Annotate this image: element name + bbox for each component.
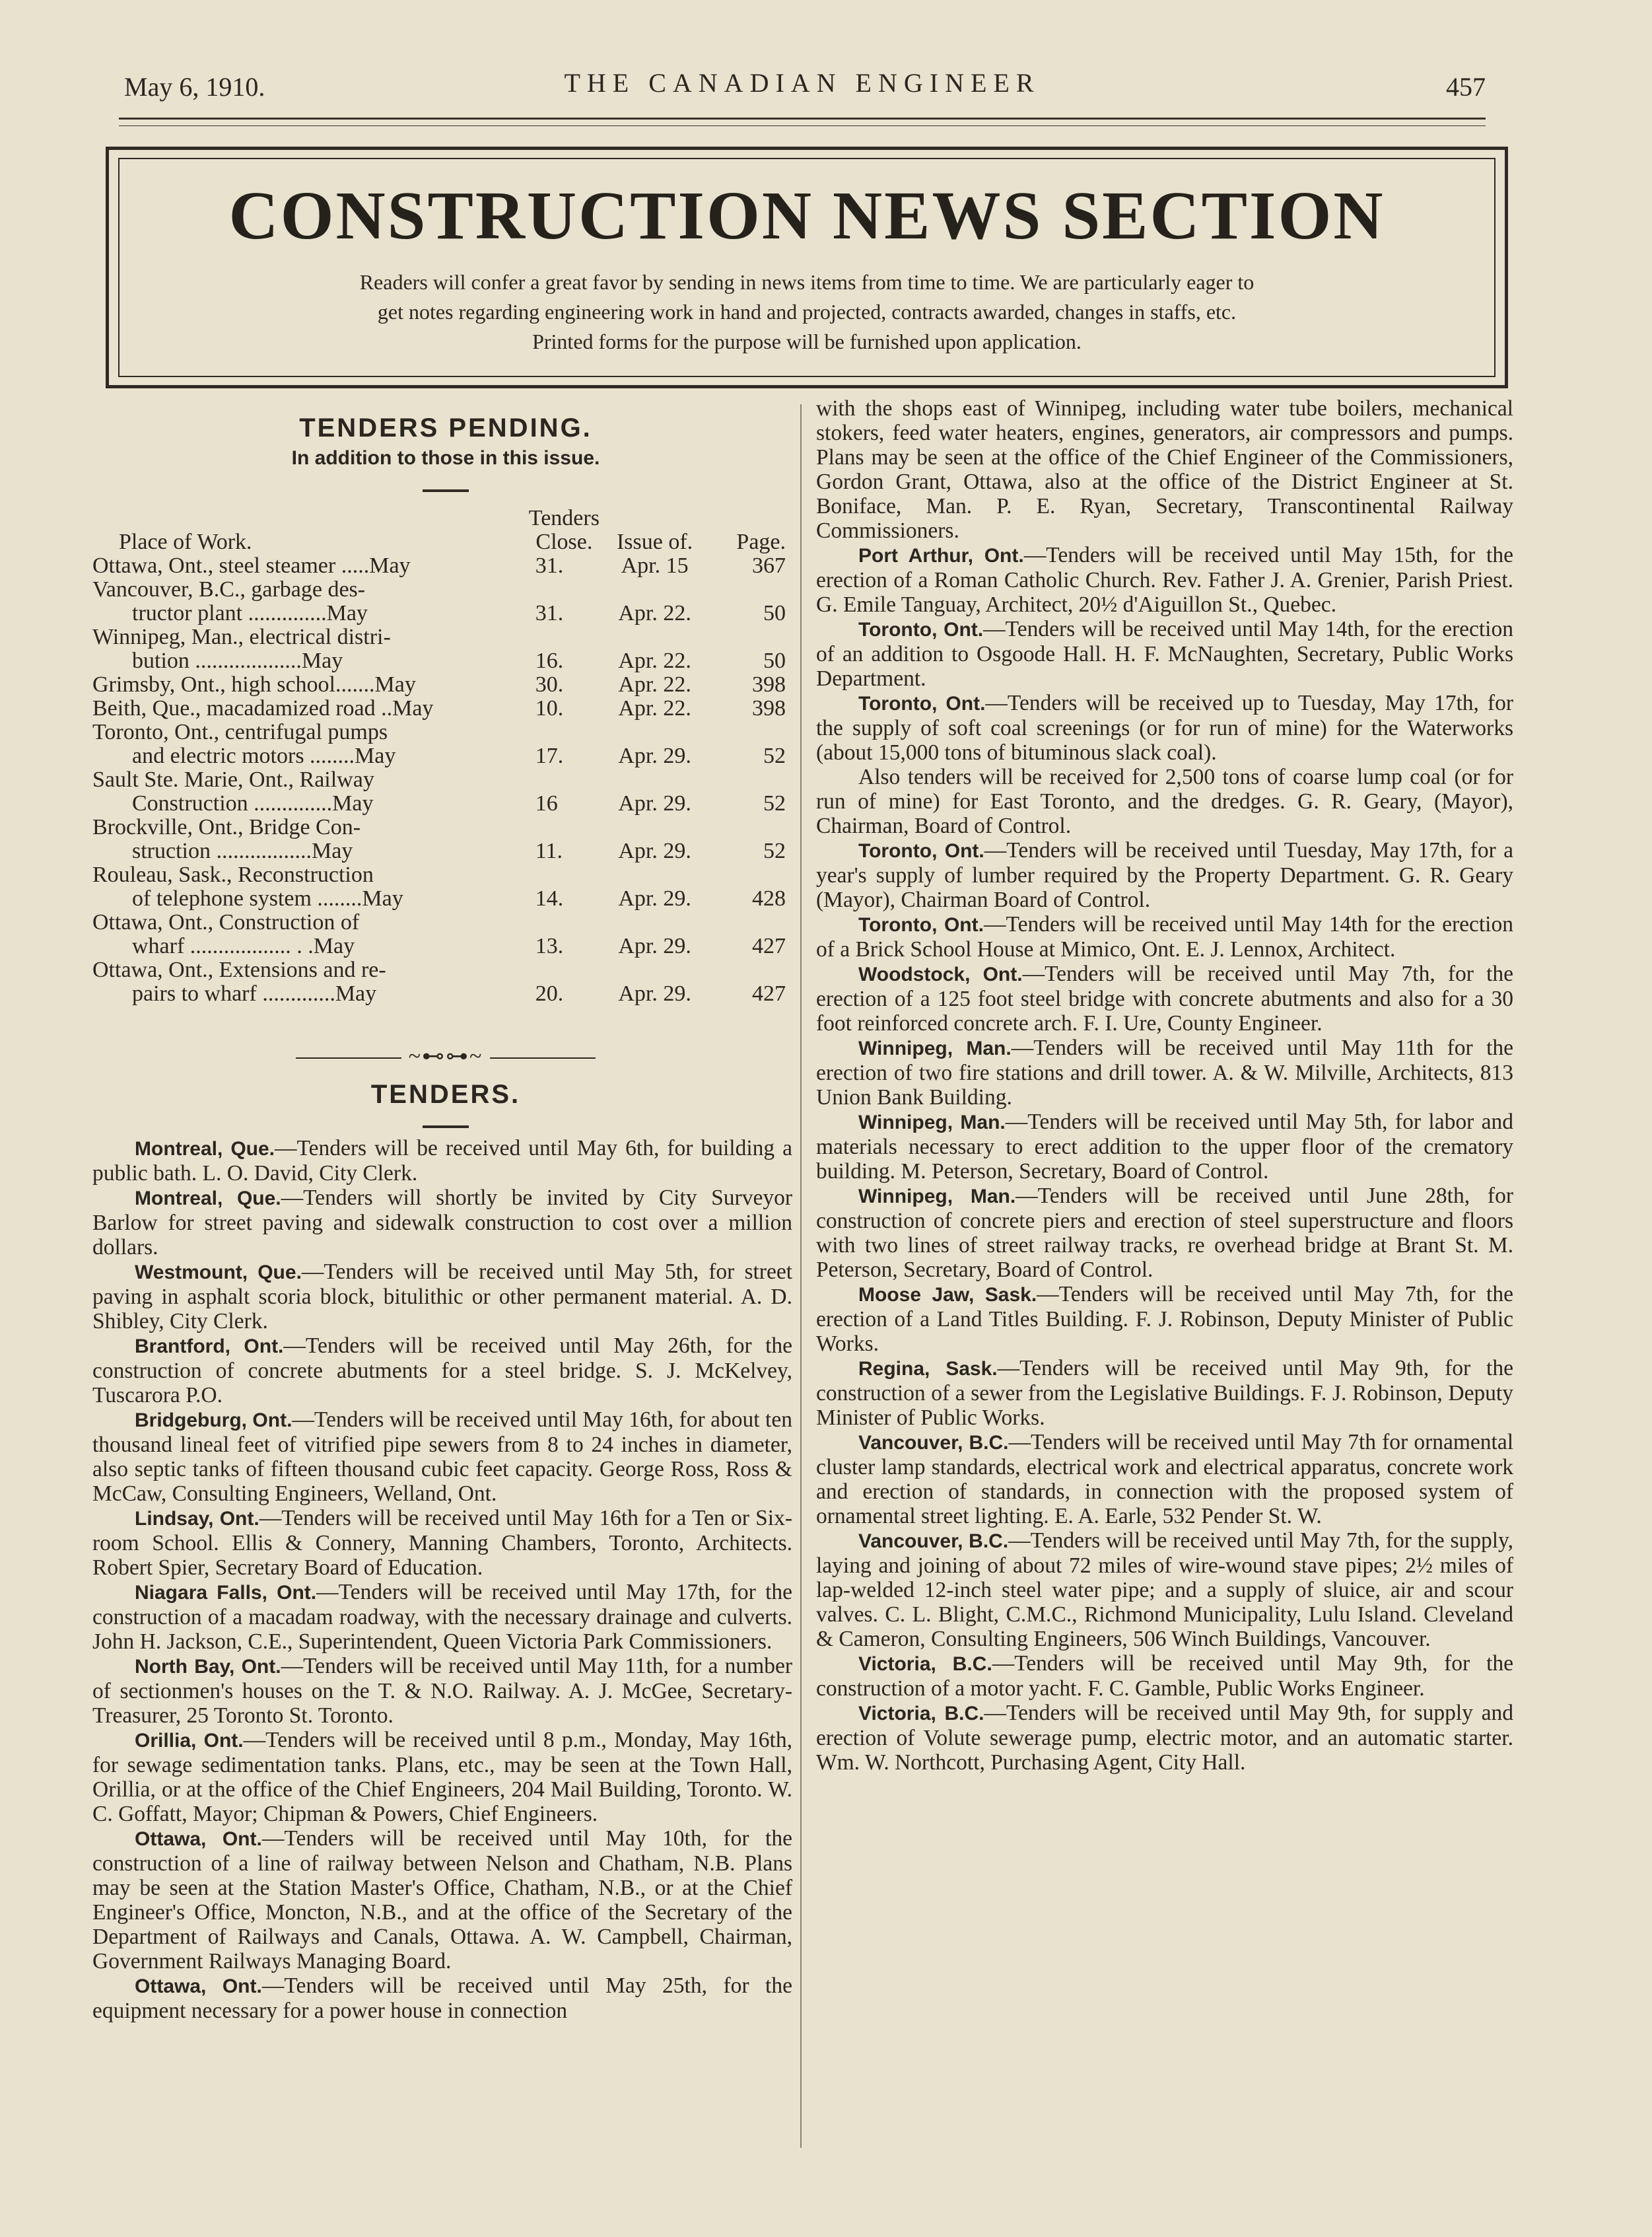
col-place-label: Place of Work. — [119, 530, 252, 554]
tender-item — [92, 1826, 792, 1973]
pending-close-day: 11. — [535, 839, 563, 863]
tender-text: —Tenders will be received until June 28th, for construction of concrete piers and erection of steel superstructure and floors with two lines of street railway tracks, re overhead bridge at Brant St. M. Peterson, Secretary, Board of Control. — [816, 1184, 1513, 1282]
tender-text: —Tenders will be received until May 26th, for the construction of concrete abutments for a steel bridge. S. J. McKelvey, Tuscarora P.O. — [92, 1333, 792, 1407]
tender-text: —Tenders will be received until May 11th, for a number of sectionmen's houses on the T. & N.O. Railway. A. J. McGee, Secretary-Treasurer, 25 Toronto St. Toronto. — [92, 1654, 793, 1728]
pending-issue: Apr. 15 — [621, 553, 689, 578]
pending-page: 52 — [763, 791, 786, 816]
tender-text: —Tenders will be received until May 15th, for the erection of a Roman Catholic Church. Rev. Father J. A. Grenier, Parish Priest. G. Emile Tanguay, Architect, 20½ d'Aiguillon St., Quebec. — [816, 543, 1513, 617]
tenders-pending-subheading: In addition to those in this issue. — [291, 447, 600, 469]
tender-place: Montreal, Que. — [135, 1138, 275, 1160]
pending-place-line: pairs to wharf .............May — [132, 981, 377, 1006]
pending-issue: Apr. 29. — [618, 934, 691, 958]
tender-text: —Tenders will be received until May 16th for a Ten or Six-room School. Ellis & Connery, Manning Chambers, Toronto, Architects. Robert Spier, Secretary Board of Education. — [92, 1506, 792, 1580]
tender-text: —Tenders will be received up to Tuesday, May 17th, for the supply of soft coal screenings (or for run of mine) for the Waterworks (about 15,000 tons of bituminous slack coal). — [816, 691, 1513, 765]
tender-item — [816, 617, 1513, 691]
tender-item — [816, 1036, 1513, 1110]
journal-title: THE CANADIAN ENGINEER — [564, 68, 1041, 98]
tender-item — [816, 765, 1513, 838]
banner-notice — [142, 267, 1472, 357]
pending-place — [92, 911, 529, 958]
tender-item — [92, 1654, 792, 1728]
tender-place: Victoria, B.C. — [858, 1703, 984, 1724]
tender-place: Lindsay, Ont. — [135, 1508, 259, 1530]
pending-place-line: Ottawa, Ont., Extensions and re- — [92, 958, 386, 982]
tender-item — [92, 1728, 792, 1826]
left-column — [92, 396, 799, 2023]
pending-place-line: Vancouver, B.C., garbage des- — [92, 577, 366, 602]
pending-close-day: 10. — [535, 696, 564, 721]
tender-text: —Tenders will be received until May 6th, for building a public bath. L. O. David, City Clerk. — [92, 1136, 793, 1186]
pending-place — [92, 697, 529, 721]
tender-place: Vancouver, B.C. — [858, 1530, 1009, 1552]
pending-close-day: 16. — [535, 649, 564, 673]
tender-place: Brantford, Ont. — [135, 1335, 284, 1357]
ornament-divider — [92, 1043, 799, 1069]
tender-item — [816, 1651, 1513, 1701]
pending-place-line: and electric motors ........May — [132, 744, 396, 768]
pending-page: 427 — [752, 981, 786, 1006]
banner-notice-line: get notes regarding engineering work in hand and projected, contracts awarded, changes in staffs, etc. — [377, 300, 1237, 324]
pending-issue: Apr. 22. — [618, 696, 691, 721]
short-rule — [423, 489, 469, 492]
pending-row — [92, 721, 799, 768]
tender-place: Orillia, Ont. — [135, 1730, 244, 1752]
pending-close-day: 14. — [535, 886, 564, 911]
pending-row — [92, 911, 799, 958]
tender-text: —Tenders will be received until 8 p.m., Monday, May 16th, for sewage sedimentation tanks. Plans, etc., may be seen at the Town Hall, Orillia, or at the office of the Chief Engineers, 204 Mail Building, Toronto. W. C. Goffatt, Mayor; Chipman & Powers, Chief Engineers. — [92, 1728, 792, 1826]
pending-row — [92, 768, 799, 816]
banner-notice-line: Readers will confer a great favor by sending in news items from time to time. We are particularly eager to — [359, 270, 1255, 294]
pending-row — [92, 625, 799, 673]
banner-notice-line: Printed forms for the purpose will be furnished upon application. — [532, 330, 1082, 353]
tender-text: —Tenders will be received until May 5th, for street paving in asphalt scoria block, bitulithic or other permanent material. A. D. Shibley, City Clerk. — [92, 1260, 792, 1333]
pending-issue: Apr. 29. — [618, 791, 691, 816]
pending-issue: Apr. 29. — [618, 886, 691, 911]
tender-text: —Tenders will be received until May 7th, for the erection of a Land Titles Building. F. J. Robinson, Deputy Minister of Public Works. — [816, 1282, 1513, 1356]
pending-place-line: tructor plant ..............May — [132, 601, 368, 625]
pending-place — [92, 578, 529, 625]
header-rule-thin — [119, 125, 1486, 126]
pending-place — [92, 958, 529, 1006]
tender-text: —Tenders will be received until May 9th, for the construction of a sewer from the Legislative Buildings. F. J. Robinson, Deputy Minister of Public Works. — [816, 1356, 1513, 1430]
pending-place-line: Rouleau, Sask., Reconstruction — [92, 863, 374, 887]
pending-row — [92, 697, 799, 721]
tender-item — [816, 1528, 1513, 1651]
col-tenders-label: Tenders — [528, 506, 600, 530]
pending-place-line: Brockville, Ont., Bridge Con- — [92, 815, 361, 839]
tender-place: Vancouver, B.C. — [858, 1432, 1009, 1454]
tender-text: —Tenders will be received until May 7th, for the supply, laying and joining of about 72 miles of wire-wound stave pipes; 2½ miles of lap-welded 12-inch steel water pipe; and a supply of sluice, air and scour valves. C. L. Blight, C.M.C., Richmond Municipality, Lulu Island. Cleveland & Cameron, Consulting Engineers, 506 Winch Buildings, Vancouver. — [816, 1528, 1513, 1651]
tender-item — [92, 1260, 792, 1333]
pending-place-line: Ottawa, Ont., steel steamer .....May — [92, 553, 411, 578]
pending-place — [92, 816, 529, 863]
pending-row — [92, 816, 799, 863]
issue-date: May 6, 1910. — [124, 72, 265, 102]
pending-place-line: bution ...................May — [132, 649, 343, 673]
pending-close-day: 13. — [535, 934, 564, 958]
tender-item — [816, 962, 1513, 1036]
tender-item — [816, 912, 1513, 962]
pending-row — [92, 958, 799, 1006]
pending-place-line: struction .................May — [132, 839, 353, 863]
tender-text: —Tenders will be received until May 11th for the erection of two fire stations and drill tower. A. & W. Milville, Architects, 813 Union Bank Building. — [816, 1036, 1514, 1110]
tender-text: —Tenders will shortly be invited by City Surveyor Barlow for street paving and sidewalk construction to cost over a million dollars. — [92, 1186, 792, 1260]
tender-place: Toronto, Ont. — [858, 840, 984, 862]
tender-text: —Tenders will be received until May 7th, for the erection of a 125 foot steel bridge with concrete abutments and also for a 30 foot reinforced concrete arch. F. I. Ure, County Engineer. — [816, 962, 1513, 1036]
tender-text: —Tenders will be received until May 16th, for about ten thousand lineal feet of vitrified pipe sewers from 8 to 24 inches in diameter, also septic tanks of fifteen thousand cubic feet capacity. George Ross, Ross & McCaw, Consulting Engineers, Welland, Ont. — [92, 1407, 792, 1506]
tender-place: North Bay, Ont. — [135, 1656, 281, 1678]
pending-page: 50 — [763, 601, 786, 625]
pending-page: 367 — [752, 553, 786, 578]
tender-text: —Tenders will be received until May 7th for ornamental cluster lamp standards, electrical work and electrical apparatus, concrete work and erection of standards, in connection with the proposed system of ornamental street lighting. E. A. Earle, 532 Pender St. W. — [816, 1430, 1513, 1528]
pending-place-line: Toronto, Ont., centrifugal pumps — [92, 720, 388, 744]
pending-place — [92, 673, 529, 697]
tender-place: Westmount, Que. — [135, 1261, 302, 1283]
tender-text: —Tenders will be received until May 9th, for supply and erection of Volute sewerage pump, electric motor, and an automatic starter. Wm. W. Northcott, Purchasing Agent, City Hall. — [816, 1701, 1513, 1775]
pending-issue: Apr. 22. — [618, 649, 691, 673]
tender-place: Bridgeburg, Ont. — [135, 1409, 293, 1431]
pending-close-day: 31. — [535, 601, 564, 625]
tender-place: Moose Jaw, Sask. — [858, 1284, 1037, 1306]
pending-page: 398 — [752, 696, 786, 721]
pending-place-line: wharf .................. . .May — [132, 934, 355, 958]
pending-place-line: Construction ..............May — [132, 791, 374, 816]
pending-row — [92, 863, 799, 911]
tender-item-continuation: with the shops east of Winnipeg, including water tube boilers, mechanical stokers, feed water heaters, engines, generators, air compressors and pumps. Plans may be seen at the office of the Chief Engineer of the Commissioners, Gordon Grant, Ottawa, also at the office of the District Engineer at St. Boniface, Man. P. E. Ryan, Secretary, Transcontinental Railway Commissioners. — [816, 396, 1513, 543]
section-banner — [106, 147, 1508, 388]
right-column — [809, 396, 1513, 1775]
banner-title: CONSTRUCTION NEWS SECTION — [228, 178, 1385, 254]
pending-page: 427 — [752, 934, 786, 958]
pending-issue: Apr. 29. — [618, 839, 691, 863]
tender-place: Ottawa, Ont. — [135, 1828, 262, 1850]
tender-text: —Tenders will be received until Tuesday, May 17th, for a year's supply of lumber required by the Property Department. G. R. Geary (Mayor), Chairman Board of Control. — [816, 838, 1513, 912]
tender-place: Winnipeg, Man. — [858, 1186, 1016, 1207]
tenders-list-right — [809, 543, 1513, 1775]
pending-close-day: 31. — [535, 553, 564, 578]
tender-place: Woodstock, Ont. — [858, 964, 1023, 985]
tender-item — [816, 1282, 1513, 1356]
tender-text: —Tenders will be received until May 17th, for the construction of a macadam roadway, with the necessary drainage and culverts. John H. Jackson, C.E., Superintendent, Queen Victoria Park Commissioners. — [92, 1580, 792, 1654]
col-page-label: Page. — [736, 530, 786, 554]
tender-item — [816, 691, 1513, 765]
tender-place: Regina, Sask. — [858, 1358, 998, 1380]
tender-place: Winnipeg, Man. — [858, 1112, 1006, 1133]
pending-issue: Apr. 22. — [618, 601, 691, 625]
tender-item — [816, 1356, 1513, 1430]
tender-item — [92, 1407, 792, 1506]
tenders-heading: TENDERS. — [370, 1080, 521, 1109]
tender-text: Also tenders will be received for 2,500 tons of coarse lump coal (or for run of mine) for East Toronto, and the dredges. G. R. Geary, (Mayor), Chairman, Board of Control. — [816, 765, 1513, 838]
pending-place — [92, 768, 529, 816]
tenders-list-left — [92, 1136, 799, 2023]
tender-text: —Tenders will be received until May 9th, for the construction of a motor yacht. F. C. Gamble, Public Works Engineer. — [816, 1651, 1513, 1701]
tender-item — [816, 1110, 1513, 1184]
tenders-pending-table — [92, 507, 799, 1006]
pending-place-line: Ottawa, Ont., Construction of — [92, 910, 360, 935]
pending-page: 52 — [763, 839, 786, 863]
tender-text: —Tenders will be received until May 14th for the erection of a Brick School House at Mimico, Ont. E. J. Lennox, Architect. — [816, 912, 1513, 962]
pending-place — [92, 721, 529, 768]
pending-page: 50 — [763, 649, 786, 673]
tender-item — [816, 1430, 1513, 1528]
tender-item — [92, 1580, 792, 1654]
tender-item — [816, 1184, 1513, 1282]
tender-place: Ottawa, Ont. — [135, 1975, 262, 1997]
tender-item — [92, 1136, 792, 1186]
pending-close-day: 17. — [535, 744, 564, 768]
pending-page: 52 — [763, 744, 786, 768]
pending-place-line: of telephone system ........May — [132, 886, 403, 911]
col-close-label: Close. — [535, 530, 593, 554]
pending-close-day: 30. — [535, 672, 564, 697]
tender-place: Toronto, Ont. — [858, 619, 984, 641]
tender-item — [92, 1333, 792, 1407]
col-issue-label: Issue of. — [616, 530, 693, 554]
tender-place: Port Arthur, Ont. — [858, 545, 1024, 567]
pending-issue: Apr. 22. — [618, 672, 691, 697]
tender-item — [816, 1701, 1513, 1775]
ornament-flourish-icon: ~⊷⊶~ — [408, 1044, 483, 1069]
tender-item — [816, 543, 1513, 617]
tender-item — [92, 1506, 792, 1580]
tender-item — [92, 1186, 792, 1260]
pending-issue: Apr. 29. — [618, 981, 691, 1006]
running-head — [119, 66, 1486, 112]
pending-place-line: Grimsby, Ont., high school.......May — [92, 672, 416, 697]
pending-issue: Apr. 29. — [618, 744, 691, 768]
header-rule — [119, 118, 1486, 120]
pending-page: 428 — [752, 886, 786, 911]
tender-text: —Tenders will be received until May 25th, for the equipment necessary for a power house in connection — [92, 1973, 792, 2023]
tender-text: —Tenders will be received until May 10th, for the construction of a line of railway between Nelson and Chatham, N.B. Plans may be seen at the Station Master's Office, Chatham, N.B., or at the Chief Engineer's Office, Moncton, N.B., and at the office of the Secretary of the Department of Railways and Canals, Ottawa. A. W. Campbell, Chairman, Government Railways Managing Board. — [92, 1826, 792, 1973]
tender-text: —Tenders will be received until May 14th, for the erection of an addition to Osgoode Hall. H. F. McNaughten, Secretary, Public Works Department. — [816, 617, 1513, 691]
column-divider — [800, 404, 802, 2148]
short-rule — [423, 1125, 469, 1128]
pending-page: 398 — [752, 672, 786, 697]
pending-place-line: Sault Ste. Marie, Ont., Railway — [92, 767, 374, 792]
tender-text: —Tenders will be received until May 5th, for labor and materials necessary to erect addition to the upper floor of the crematory building. M. Peterson, Secretary, Board of Control. — [816, 1110, 1514, 1184]
tender-place: Toronto, Ont. — [858, 914, 984, 936]
pending-place-line: Beith, Que., macadamized road ..May — [92, 696, 434, 721]
tender-item — [816, 838, 1513, 912]
tenders-pending-heading: TENDERS PENDING. — [299, 413, 592, 443]
pending-place — [92, 554, 529, 578]
pending-row — [92, 554, 799, 578]
tender-place: Toronto, Ont. — [858, 693, 986, 715]
pending-place — [92, 625, 529, 673]
tender-place: Niagara Falls, Ont. — [135, 1582, 317, 1604]
pending-place-line: Winnipeg, Man., electrical distri- — [92, 625, 391, 649]
tender-place: Montreal, Que. — [135, 1188, 281, 1209]
tender-item — [92, 1973, 792, 2023]
pending-row — [92, 578, 799, 625]
pending-row — [92, 673, 799, 697]
tender-place: Winnipeg, Man. — [858, 1038, 1012, 1059]
pending-close-day: 20. — [535, 981, 564, 1006]
tender-place: Victoria, B.C. — [858, 1653, 992, 1675]
page-number: 457 — [1446, 72, 1486, 102]
pending-close-day: 16 — [535, 791, 558, 816]
pending-place — [92, 863, 529, 911]
